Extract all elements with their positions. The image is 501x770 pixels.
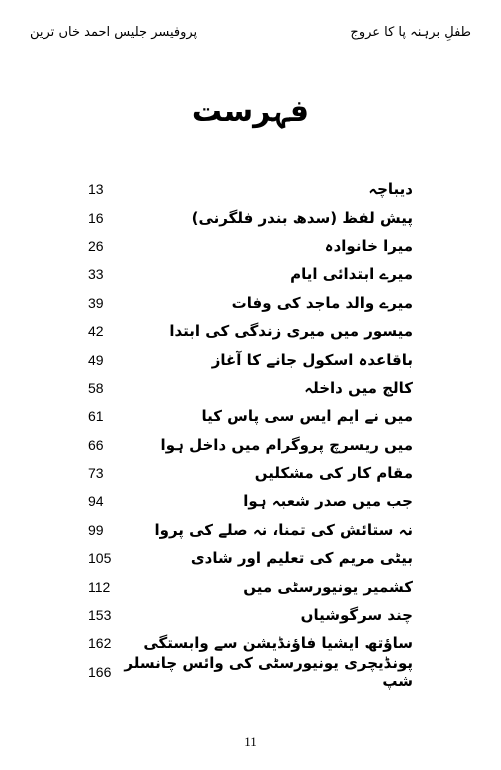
toc-entry [88, 260, 413, 288]
toc-entry-page: 58 [88, 379, 104, 396]
toc-entry-page: 26 [88, 237, 104, 254]
toc-entry-page: 112 [88, 578, 111, 595]
toc-entry [88, 317, 413, 345]
toc-entry [88, 459, 413, 487]
page-title: فہرست [191, 94, 310, 129]
toc-entry-title: میرا خانوادہ [324, 236, 413, 255]
toc-entry-title: دیباچہ [368, 180, 413, 199]
toc-entry-title: کشمیر یونیورسٹی میں [243, 577, 413, 596]
toc-entry-title: مقام کار کی مشکلیں [254, 464, 413, 483]
toc-entry [88, 544, 413, 572]
toc-entry [88, 653, 413, 690]
toc-entry-page: 166 [88, 663, 112, 680]
toc-entry-title: میں نے ایم ایس سی پاس کیا [201, 407, 413, 426]
toc-entry-title: نہ ستائش کی تمنا، نہ صلے کی پروا [154, 520, 413, 539]
toc-entry-page: 66 [88, 436, 104, 453]
toc-entry-page: 39 [88, 294, 104, 311]
toc-entry [88, 289, 413, 317]
running-header [30, 20, 471, 44]
toc-entry [88, 203, 413, 231]
toc-entry-title: پونڈیچری یونیورسٹی کی وائس چانسلر شپ [124, 653, 413, 690]
table-of-contents [88, 175, 413, 690]
toc-entry-title: میسور میں میری زندگی کی ابتدا [169, 322, 413, 341]
toc-entry-title: جب میں صدر شعبہ ہوا [243, 492, 413, 511]
toc-entry [88, 374, 413, 402]
toc-entry [88, 232, 413, 260]
toc-entry-page: 13 [88, 181, 104, 198]
toc-entry-page: 162 [88, 635, 112, 652]
toc-entry [88, 601, 413, 629]
toc-entry [88, 402, 413, 430]
toc-entry-page: 105 [88, 550, 112, 567]
header-author: پروفیسر جلیس احمد خاں ترین [30, 24, 198, 40]
toc-entry-title: کالج میں داخلہ [304, 378, 413, 397]
page-number: 11 [244, 734, 257, 749]
toc-entry [88, 572, 413, 600]
toc-entry-title: بیٹی مریم کی تعلیم اور شادی [190, 549, 413, 568]
toc-entry-title: میرے ابتدائی ایام [290, 265, 413, 284]
toc-entry-page: 16 [88, 209, 104, 226]
toc-entry-title: پیش لفظ (سدھ بندر فلگرنی) [191, 208, 413, 227]
toc-entry-title: ساؤتھ ایشیا فاؤنڈیشن سے وابستگی [143, 634, 413, 653]
toc-entry-page: 99 [88, 521, 104, 538]
toc-entry-page: 42 [88, 323, 104, 340]
toc-entry-page: 153 [88, 607, 112, 624]
toc-entry-page: 33 [88, 266, 104, 283]
toc-entry [88, 487, 413, 515]
toc-entry-title: میں ریسرچ پروگرام میں داخل ہوا [160, 435, 413, 454]
toc-entry-title: باقاعدہ اسکول جانے کا آغاز [211, 350, 413, 369]
toc-entry-page: 61 [88, 408, 104, 425]
toc-entry-title: چند سرگوشیاں [300, 606, 413, 625]
toc-entry [88, 175, 413, 203]
toc-entry-page: 49 [88, 351, 104, 368]
toc-entry [88, 345, 413, 373]
toc-entry-page: 73 [88, 465, 104, 482]
toc-entry-title: میرے والد ماجد کی وفات [231, 293, 413, 312]
header-book-title: طفلِ برہنہ پا کا عروج [350, 24, 471, 40]
toc-entry [88, 431, 413, 459]
toc-entry-page: 94 [88, 493, 104, 510]
toc-entry [88, 516, 413, 544]
